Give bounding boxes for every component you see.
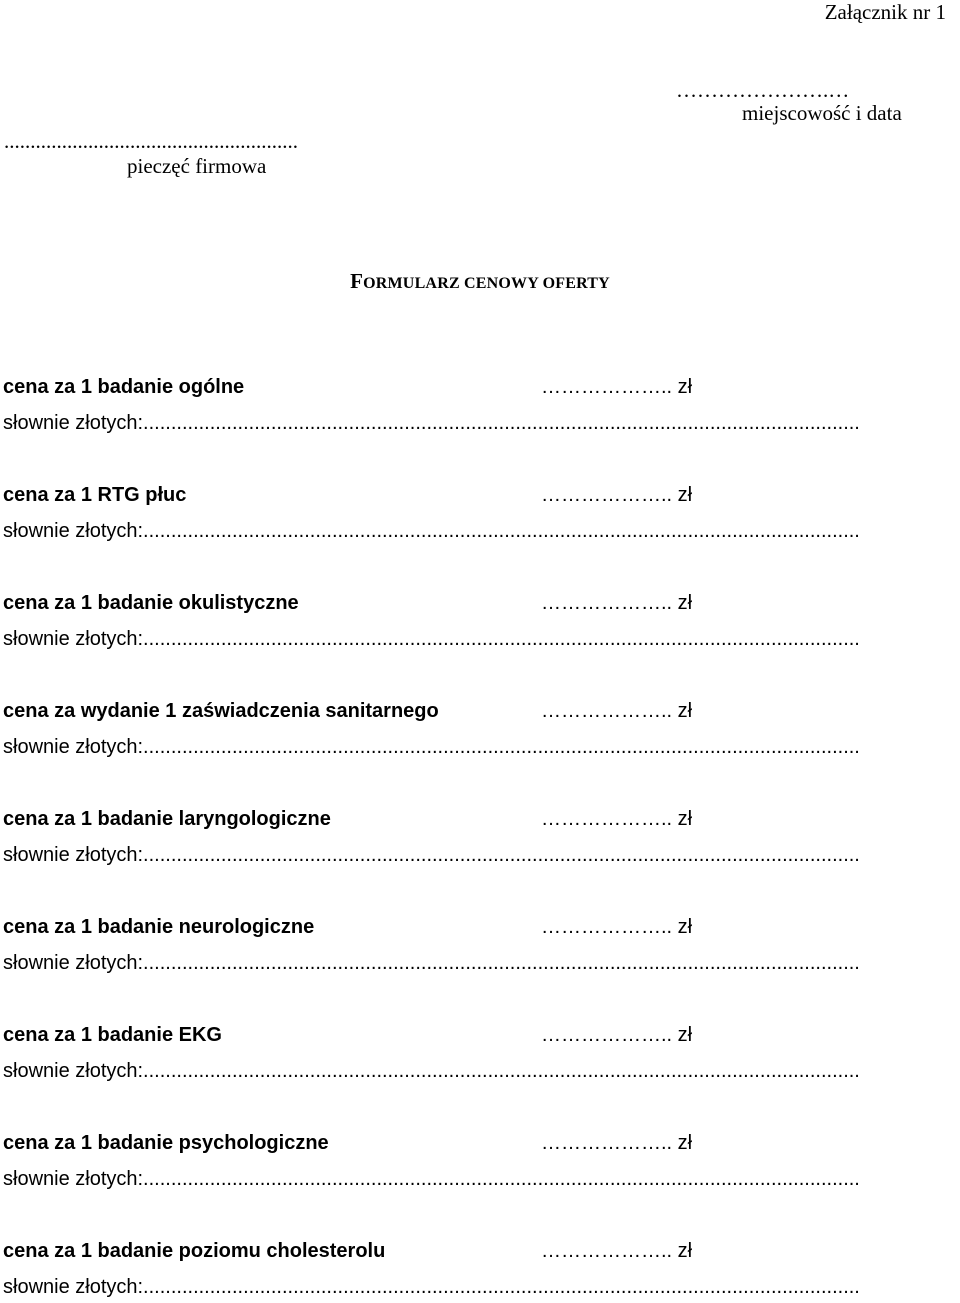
price-amount-field[interactable]: ……………….. zł [541, 592, 693, 614]
amount-in-words-field[interactable]: słownie złotych:................................................................................................................................. [3, 412, 860, 434]
amount-in-words-field[interactable]: słownie złotych:................................................................................................................................. [3, 1060, 860, 1082]
price-amount-field[interactable]: ……………….. zł [541, 1024, 693, 1046]
amount-in-words-field[interactable]: słownie złotych:................................................................................................................................. [3, 736, 860, 758]
price-item-label: cena za 1 badanie poziomu cholesterolu [3, 1240, 386, 1262]
price-item-label: cena za 1 badanie okulistyczne [3, 592, 299, 614]
stamp-placeholder-line: ........................................................ [4, 129, 298, 153]
form-title [0, 269, 960, 294]
form-title-rest: ORMULARZ CENOWY OFERTY [363, 275, 610, 292]
price-item [3, 1024, 955, 1104]
amount-in-words-field[interactable]: słownie złotych:................................................................................................................................. [3, 520, 860, 542]
price-item [3, 700, 955, 780]
amount-in-words-field[interactable]: słownie złotych:................................................................................................................................. [3, 844, 860, 866]
price-amount-field[interactable]: ……………….. zł [541, 1132, 693, 1154]
price-item-label: cena za 1 badanie neurologiczne [3, 916, 315, 938]
stamp-label: pieczęć firmowa [127, 154, 267, 178]
date-label: miejscowość i data [742, 101, 902, 125]
price-item-label: cena za wydanie 1 zaświadczenia sanitarnego [3, 700, 439, 722]
price-item-label: cena za 1 RTG płuc [3, 484, 187, 506]
price-amount-field[interactable]: ……………….. zł [541, 1240, 693, 1262]
price-item [3, 484, 955, 564]
price-item [3, 592, 955, 672]
price-item [3, 1240, 955, 1302]
amount-in-words-field[interactable]: słownie złotych:................................................................................................................................. [3, 1168, 860, 1190]
price-amount-field[interactable]: ……………….. zł [541, 376, 693, 398]
price-amount-field[interactable]: ……………….. zł [541, 808, 693, 830]
price-item-label: cena za 1 badanie psychologiczne [3, 1132, 329, 1154]
amount-in-words-field[interactable]: słownie złotych:................................................................................................................................. [3, 952, 860, 974]
amount-in-words-field[interactable]: słownie złotych:................................................................................................................................. [3, 1276, 860, 1298]
price-amount-field[interactable]: ……………….. zł [541, 484, 693, 506]
form-title-initial: F [350, 269, 364, 293]
price-item-label: cena za 1 badanie EKG [3, 1024, 222, 1046]
price-amount-field[interactable]: ……………….. zł [541, 916, 693, 938]
price-item [3, 1132, 955, 1212]
price-item-label: cena za 1 badanie laryngologiczne [3, 808, 331, 830]
amount-in-words-field[interactable]: słownie złotych:................................................................................................................................. [3, 628, 860, 650]
attachment-label: Załącznik nr 1 [824, 0, 946, 24]
price-item-label: cena za 1 badanie ogólne [3, 376, 245, 398]
price-item [3, 808, 955, 888]
price-item [3, 916, 955, 996]
date-placeholder-line: ………………….… [676, 78, 850, 102]
price-amount-field[interactable]: ……………….. zł [541, 700, 693, 722]
price-item [3, 376, 955, 456]
